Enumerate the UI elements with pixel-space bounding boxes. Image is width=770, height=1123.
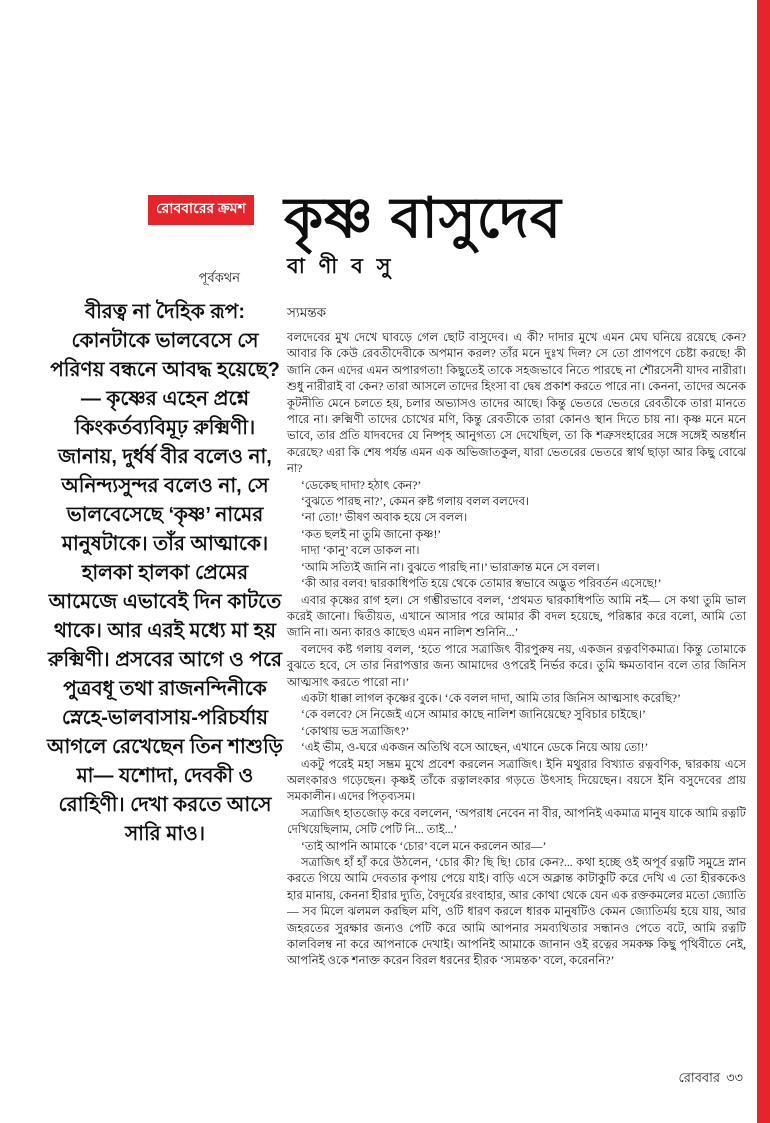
page-footer: [679, 1069, 744, 1090]
story-paragraph: সত্রাজিৎ হাতজোড় করে বললেন, ‘অপরাধ নেবেন না বীর, আপনিই একমাত্র মানুষ যাকে আমি রত্নটি দেখিয়েছিলাম, সেটি পেটি নি... তাই...’: [287, 806, 746, 837]
recap-synopsis: বীরত্ব না দৈহিক রূপ: কোনটাকে ভালবেসে সে পরিণয় বন্ধনে আবদ্ধ হয়েছে?— কৃষ্ণের এহেন প্রশ্নে কিংকর্তব্যবিমূঢ় রুক্মিণী। জানায়, দুর্ধর্ষ বীর বলেও না, অনিন্দ্যসুন্দর বলেও না, সে ভালবেসেছে ‘কৃষ্ণ’ নামের মানুষটাকে। তাঁর আত্মাকে। হালকা হালকা প্রেমের আমেজে এভাবেই দিন কাটতে থাকে। আর এরই মধ্যে মা হয় রুক্মিণী। প্রসবের আগে ও পরে পুত্রবধূ তথা রাজনন্দিনীকে স্নেহে-ভালবাসায়-পরিচর্যায় আগলে রেখেছেন তিন শাশুড়ি মা— যশোদা, দেবকী ও রোহিণী। দেখা করতে আসে সারি মাও।: [47, 301, 283, 845]
story-paragraph: ‘ডেকেছ দাদা? হঠাৎ কেন?’: [301, 478, 422, 492]
story-paragraph: ‘কী আর বলব! দ্বারকাধিপতি হয়ে থেকে তোমার স্বভাবে অদ্ভুত পরিবর্তন এসেছে!’: [301, 577, 662, 591]
story-paragraph: ‘এই ভীম, ও-ঘরে একজন অতিথি বসে আছেন, এখানে ডেকে নিয়ে আয় তো!’: [301, 741, 649, 755]
story-paragraph: ‘তাই আপনি আমাকে ‘চোর’ বলে মনে করলেন আর—’: [301, 839, 547, 853]
story-body: [287, 330, 746, 970]
recap-label: পূর্বকথন: [198, 270, 240, 285]
story-paragraph: ‘বুঝতে পারছ না?’, কেমন রুষ্ট গলায় বলল বলদেব।: [301, 495, 530, 509]
story-paragraph: এবার কৃষ্ণের রাগ হল। সে গম্ভীরভাবে বলল, ‘প্রথমত দ্বারকাধিপতি আমি নই— সে কথা তুমি ভাল করেই জানো। দ্বিতীয়ত, এখানে আসার পরে আমার কী বদল হয়েছে, পরিষ্কার করে বলো, আমি তো জানি না। অন্য কারও কাছেও এমন নালিশ শুনিনি...’: [287, 593, 746, 640]
story-paragraph: সত্রাজিৎ হাঁ হাঁ করে উঠলেন, ‘চোর কী? ছি ছি! চোর কেন?... কথা হচ্ছে ওই অপূর্ব রত্নটি সমুদ্রে স্নান করতে গিয়ে আমি দেবতার কৃপায় পেয়ে যাই। বাড়ি এসে অক্লান্ত কাটাকুটি করে দেখি এ তো হীরককেও হার মানায়, কেননা হীরার দ্যুতি, বৈদূর্যের রংবাহার, আর কোথা থেকে যেন এক রক্তকমলের মতো জ্যোতি— সব মিলে ঝলমল করছিল মণি, ওটি ধারণ করলে ধারক মানুষটিও কেমন জ্যোতির্ময় হয়ে যায়, আর জহরতের সুরক্ষার জন্যও পেটি করে আমি আপনার সমব্যথিতার সন্ধানও পেতে বটে, আমি রত্নটি কালবিলম্ব না করে আপনাকে দেখাই। আপনিই আমাকে জানান ওই রত্নের সমকক্ষ কিছু পৃথিবীতে নেই, আপনিই ওকে শনাক্ত করেন বিরল ধরনের হীরক ‘স্যমন্তক’ বলে, করেননি?’: [287, 856, 746, 968]
story-subtitle: স্যমন্তক: [287, 305, 327, 320]
author-name: বা ণী ব সু: [287, 255, 395, 278]
story-paragraph: ‘না তো!’ ভীষণ অবাক হয়ে সে বলল।: [301, 511, 468, 525]
page-title: কৃষ্ণ বাসুদেব: [284, 185, 562, 249]
story-paragraph: ‘আমি সত্যিই জানি না। বুঝতে পারছি না।’ ভারাক্রান্ত মনে সে বলল।: [301, 560, 600, 574]
footer-page-number: ৩৩: [726, 1070, 743, 1085]
footer-magazine-name: রোববার: [678, 1070, 721, 1085]
story-paragraph: দাদা ‘কানু’ বলে ডাকল না।: [301, 544, 420, 558]
story-paragraph: একটা ধাক্কা লাগল কৃষ্ণের বুকে। ‘কে বলল দাদা, আমি তার জিনিস আত্মসাৎ করেছি?’: [301, 691, 681, 705]
red-edge-bar: [757, 0, 770, 1123]
story-paragraph: ‘কোথায় ভদ্র সত্রাজিৎ?’: [301, 724, 410, 738]
story-paragraph: ‘কত ছলই না তুমি জানো কৃষ্ণ!’: [301, 527, 442, 541]
story-paragraph: বলদেব কষ্ট গলায় বলল, ‘হতে পারে সত্রাজিৎ বীরপুরুষ নয়, একজন রত্নবণিকমাত্র। কিন্তু তোমাকে বুঝতে হবে, সে তার নিরাপত্তার জন্য আমাদের ওপরেই নির্ভর করে। তুমি ক্ষমতাবান বলে তার জিনিস আত্মসাৎ করতে পারো না।’: [287, 642, 746, 689]
story-paragraph: একটু পরেই মহা সম্ভ্রম মুখে প্রবেশ করলেন সত্রাজিৎ। ইনি মথুরার বিখ্যাত রত্নবণিক, দ্বারকায় এসে অলংকারও গড়েছেন। কৃষ্ণই তাঁকে রত্নালংকার গড়তে উৎসাহ দিয়েছেন। বয়সে ইনি বসুদেবের প্রায় সমকালীন। এদের পিতৃব্যসম।: [287, 757, 746, 804]
story-paragraph: বলদেবের মুখ দেখে ঘাবড়ে গেল ছোট বাসুদেব। এ কী? দাদার মুখে এমন মেঘ ঘনিয়ে রয়েছে কেন? আবার কি কেউ রেবতীদেবীকে অপমান করল? তাঁর মনে দুঃখ দিল? সে তো প্রাণপণে চেষ্টা করছে! কী জানি কেন এদের এমন অপারগতা! কিছুতেই তাকে সহজভাবে নিতে পারছে না শৌরসেনী যাদব নারীরা। শুধু নারীরাই বা কেন? তারা আসলে তাদের হিংসা বা দ্বেষ প্রকাশ করতে পারে না। কেননা, তাদের অনেক কূটনীতি মেনে চলতে হয়, চলার অভ্যাসও তাদের আছে। কিন্তু ভেতরে ভেতরে রেবতীকে তারা মানতে পারে না। রুক্মিণী তাদের চোখের মণি, কিন্তু রেবতীকে তারা কোনও স্থান দিতে চায় না। কৃষ্ণ মনে মনে ভাবে, তার প্রতি যাদবদের যে নিষ্পৃহ আনুগত্য সে দেখেছিল, তা কি শত্রুসংহারের সঙ্গে সঙ্গেই অন্তর্ধান করেছে? এরা কি শেষ পর্যন্ত এমন এক অভিজাতকুল, যারা ভেতরের ভেতরে স্বার্থ ছাড়া আর কিছু বোঝে না?: [287, 331, 746, 476]
series-badge: রোববারের ক্রমশ: [148, 195, 254, 225]
story-paragraph: ‘কে বলবে? সে নিজেই এসে আমার কাছে নালিশ জানিয়েছে? সুবিচার চাইছে।’: [301, 708, 646, 722]
